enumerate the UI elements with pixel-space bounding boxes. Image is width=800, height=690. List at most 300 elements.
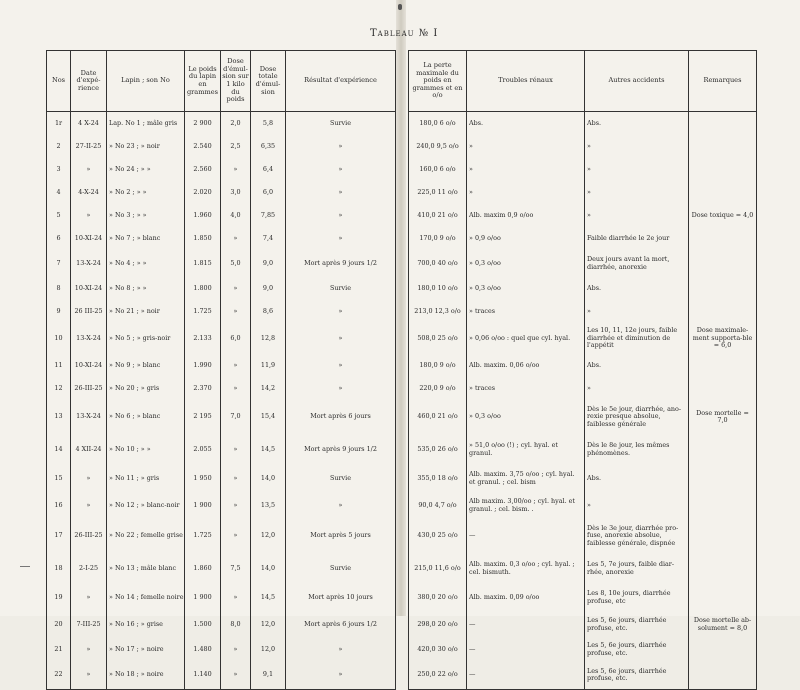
total-dose-cell: 11,9 (251, 354, 286, 377)
remarks-cell (689, 300, 757, 323)
row-number: 14 (47, 434, 71, 465)
margin-mark (20, 566, 30, 567)
dose-per-kilo-cell: » (221, 434, 251, 465)
row-number: 9 (47, 300, 71, 323)
result-cell: Mort après 9 jours 1/2 (286, 434, 396, 465)
weight-loss-cell: 213,0 12,3 o/o (409, 300, 467, 323)
remarks-cell (689, 181, 757, 204)
dose-per-kilo-cell: » (221, 377, 251, 400)
remarks-cell (689, 584, 757, 611)
renal-troubles-cell: Alb. maxim. 3,75 o/oo ; cyl. hyal. et granul. ; cel. bism (467, 465, 585, 492)
total-dose-cell: 12,0 (251, 611, 286, 638)
result-cell: » (286, 492, 396, 519)
row-number: 5 (47, 204, 71, 227)
remarks-cell (689, 434, 757, 465)
row-number: 20 (47, 611, 71, 638)
left-table (46, 50, 396, 690)
dose-per-kilo-cell: 2,5 (221, 135, 251, 158)
row-number: 21 (47, 638, 71, 661)
total-dose-cell: 15,4 (251, 400, 286, 434)
remarks-cell (689, 553, 757, 584)
remarks-cell: Dose toxique = 4,0 (689, 204, 757, 227)
column-header: Dose totale d'émul-sion (251, 51, 286, 112)
remarks-cell (689, 250, 757, 277)
rabbit-cell: » No 2 ; » » (107, 181, 185, 204)
rabbit-cell: » No 10 ; » » (107, 434, 185, 465)
result-cell: » (286, 323, 396, 354)
dose-per-kilo-cell: 8,0 (221, 611, 251, 638)
other-accidents-cell: Les 5, 6e jours, diarrhée profuse, etc. (585, 661, 689, 690)
weight-cell: 1 900 (185, 492, 221, 519)
table-row (47, 204, 396, 227)
remarks-cell (689, 377, 757, 400)
total-dose-cell: 14,5 (251, 434, 286, 465)
table-row (47, 611, 396, 638)
renal-troubles-cell: — (467, 638, 585, 661)
row-number: 4 (47, 181, 71, 204)
dose-per-kilo-cell: » (221, 584, 251, 611)
rabbit-cell: » No 16 ; » grise (107, 611, 185, 638)
other-accidents-cell: Les 5, 7e jours, faible diar-rhée, anorexie (585, 553, 689, 584)
renal-troubles-cell: » 0,3 o/oo (467, 277, 585, 300)
weight-loss-cell: 250,0 22 o/o (409, 661, 467, 690)
total-dose-cell: 6,4 (251, 158, 286, 181)
table-row (47, 300, 396, 323)
renal-troubles-cell: » 51,0 o/oo (!) ; cyl. hyal. et granul. (467, 434, 585, 465)
weight-loss-cell: 410,0 21 o/o (409, 204, 467, 227)
remarks-cell (689, 227, 757, 250)
table-row (47, 354, 396, 377)
experiment-date: » (71, 638, 107, 661)
total-dose-cell: 6,0 (251, 181, 286, 204)
weight-loss-cell: 180,0 9 o/o (409, 354, 467, 377)
row-number: 19 (47, 584, 71, 611)
result-cell: Survie (286, 465, 396, 492)
table-row (47, 519, 396, 553)
weight-loss-cell: 420,0 30 o/o (409, 638, 467, 661)
other-accidents-cell: Dès le 5e jour, diarrhée, ano-rexie presque absolue, faiblesse générale (585, 400, 689, 434)
column-header: Lapin ; son No (107, 51, 185, 112)
renal-troubles-cell: Abs. (467, 112, 585, 136)
result-cell: » (286, 181, 396, 204)
total-dose-cell: 14,0 (251, 465, 286, 492)
weight-cell: 1.140 (185, 661, 221, 690)
table-row (409, 434, 757, 465)
renal-troubles-cell: — (467, 661, 585, 690)
row-number: 3 (47, 158, 71, 181)
row-number: 2 (47, 135, 71, 158)
weight-cell: 2.540 (185, 135, 221, 158)
result-cell: Mort après 9 jours 1/2 (286, 250, 396, 277)
table-row (409, 661, 757, 690)
book-gutter (396, 0, 406, 616)
table-row (47, 112, 396, 136)
result-cell: » (286, 661, 396, 690)
column-header: Autres accidents (585, 51, 689, 112)
weight-cell: 1.800 (185, 277, 221, 300)
remarks-cell (689, 661, 757, 690)
other-accidents-cell: » (585, 300, 689, 323)
rabbit-cell: » No 12 ; » blanc-noir (107, 492, 185, 519)
result-cell: » (286, 227, 396, 250)
table-row (409, 112, 757, 136)
weight-cell: 1.990 (185, 354, 221, 377)
total-dose-cell: 12,0 (251, 519, 286, 553)
weight-loss-cell: 700,0 40 o/o (409, 250, 467, 277)
weight-loss-cell: 298,0 20 o/o (409, 611, 467, 638)
row-number: 12 (47, 377, 71, 400)
weight-cell: 2.133 (185, 323, 221, 354)
weight-cell: 1.500 (185, 611, 221, 638)
rabbit-cell: » No 5 ; » gris-noir (107, 323, 185, 354)
rabbit-cell: » No 7 ; » blanc (107, 227, 185, 250)
table-row (47, 323, 396, 354)
renal-troubles-cell: » traces (467, 377, 585, 400)
total-dose-cell: 14,2 (251, 377, 286, 400)
weight-loss-cell: 180,0 6 o/o (409, 112, 467, 136)
rabbit-cell: » No 9 ; » blanc (107, 354, 185, 377)
column-header: Dose d'émul-sion sur 1 kilo du poids (221, 51, 251, 112)
renal-troubles-cell: » 0,3 o/oo (467, 250, 585, 277)
other-accidents-cell: Abs. (585, 277, 689, 300)
dose-per-kilo-cell: 4,0 (221, 204, 251, 227)
row-number: 17 (47, 519, 71, 553)
table-row (409, 492, 757, 519)
table-row (409, 377, 757, 400)
row-number: 18 (47, 553, 71, 584)
result-cell: Survie (286, 553, 396, 584)
weight-cell: 1.480 (185, 638, 221, 661)
remarks-cell (689, 354, 757, 377)
row-number: 7 (47, 250, 71, 277)
renal-troubles-cell: » traces (467, 300, 585, 323)
renal-troubles-cell: — (467, 519, 585, 553)
result-cell: » (286, 638, 396, 661)
experiment-date: 26 III-25 (71, 300, 107, 323)
table-row (47, 661, 396, 690)
renal-troubles-cell: Alb. maxim. 0,3 o/oo ; cyl. hyal. ; cel. bismuth. (467, 553, 585, 584)
renal-troubles-cell: » 0,9 o/oo (467, 227, 585, 250)
renal-troubles-cell: » 0,3 o/oo (467, 400, 585, 434)
result-cell: Mort après 6 jours (286, 400, 396, 434)
total-dose-cell: 9,0 (251, 250, 286, 277)
result-cell: » (286, 158, 396, 181)
other-accidents-cell: » (585, 158, 689, 181)
row-number: 15 (47, 465, 71, 492)
total-dose-cell: 14,0 (251, 553, 286, 584)
table-row (409, 277, 757, 300)
dose-per-kilo-cell: » (221, 300, 251, 323)
result-cell: » (286, 354, 396, 377)
dose-per-kilo-cell: 5,0 (221, 250, 251, 277)
rabbit-cell: Lap. No 1 ; mâle gris (107, 112, 185, 136)
column-header: La perte maximale du poids en grammes et en o/o (409, 51, 467, 112)
result-cell: Survie (286, 112, 396, 136)
other-accidents-cell: » (585, 492, 689, 519)
total-dose-cell: 9,0 (251, 277, 286, 300)
dose-per-kilo-cell: » (221, 158, 251, 181)
weight-loss-cell: 380,0 20 o/o (409, 584, 467, 611)
table-title: Tableau № I (370, 28, 439, 39)
experiment-date: » (71, 584, 107, 611)
dose-per-kilo-cell: 6,0 (221, 323, 251, 354)
table-row (409, 181, 757, 204)
remarks-cell (689, 519, 757, 553)
experiment-date: 4-X-24 (71, 181, 107, 204)
weight-cell: 1 950 (185, 465, 221, 492)
weight-cell: 1.860 (185, 553, 221, 584)
experiment-date: 13-X-24 (71, 400, 107, 434)
weight-loss-cell: 240,0 9,5 o/o (409, 135, 467, 158)
row-number: 8 (47, 277, 71, 300)
remarks-cell (689, 277, 757, 300)
experiment-date: 10-XI-24 (71, 227, 107, 250)
binding-mark (398, 4, 402, 10)
experiment-date: » (71, 465, 107, 492)
rabbit-cell: » No 18 ; » noire (107, 661, 185, 690)
renal-troubles-cell: » 0,06 o/oo : quel que cyl. hyal. (467, 323, 585, 354)
table-row (47, 377, 396, 400)
renal-troubles-cell: Alb. maxim. 0,09 o/oo (467, 584, 585, 611)
remarks-cell (689, 465, 757, 492)
rabbit-cell: » No 22 ; femelle grise (107, 519, 185, 553)
table-row (47, 465, 396, 492)
result-cell: » (286, 135, 396, 158)
result-cell: Mort après 6 jours 1/2 (286, 611, 396, 638)
other-accidents-cell: Les 8, 10e jours, diarrhée profuse, etc (585, 584, 689, 611)
row-number: 1r (47, 112, 71, 136)
weight-loss-cell: 508,0 25 o/o (409, 323, 467, 354)
weight-loss-cell: 215,0 11,6 o/o (409, 553, 467, 584)
table-row (409, 323, 757, 354)
other-accidents-cell: » (585, 181, 689, 204)
dose-per-kilo-cell: » (221, 661, 251, 690)
total-dose-cell: 6,35 (251, 135, 286, 158)
dose-per-kilo-cell: » (221, 354, 251, 377)
dose-per-kilo-cell: » (221, 277, 251, 300)
table-row (409, 204, 757, 227)
weight-loss-cell: 460,0 21 o/o (409, 400, 467, 434)
table-row (47, 181, 396, 204)
weight-loss-cell: 355,0 18 o/o (409, 465, 467, 492)
experiment-date: 10-XI-24 (71, 277, 107, 300)
weight-loss-cell: 170,0 9 o/o (409, 227, 467, 250)
column-header: Troubles rénaux (467, 51, 585, 112)
rabbit-cell: » No 17 ; » noire (107, 638, 185, 661)
renal-troubles-cell: Alb maxim. 3,00/oo ; cyl. hyal. et granul. ; cel. bism. . (467, 492, 585, 519)
dose-per-kilo-cell: 3,0 (221, 181, 251, 204)
result-cell: Mort après 5 jours (286, 519, 396, 553)
table-row (409, 158, 757, 181)
weight-loss-cell: 225,0 11 o/o (409, 181, 467, 204)
weight-cell: 2 900 (185, 112, 221, 136)
other-accidents-cell: Les 5, 6e jours, diarrhée profuse, etc. (585, 638, 689, 661)
result-cell: » (286, 300, 396, 323)
rabbit-cell: » No 11 ; » gris (107, 465, 185, 492)
weight-loss-cell: 535,0 26 o/o (409, 434, 467, 465)
table-row (47, 434, 396, 465)
table-row (47, 584, 396, 611)
rabbit-cell: » No 23 ; » noir (107, 135, 185, 158)
result-cell: Mort après 10 jours (286, 584, 396, 611)
row-number: 22 (47, 661, 71, 690)
renal-troubles-cell: Alb. maxim 0,9 o/oo (467, 204, 585, 227)
weight-cell: 1.725 (185, 519, 221, 553)
experiment-date: 7-III-25 (71, 611, 107, 638)
rabbit-cell: » No 8 ; » » (107, 277, 185, 300)
dose-per-kilo-cell: » (221, 227, 251, 250)
experiment-date: » (71, 158, 107, 181)
weight-cell: 2.370 (185, 377, 221, 400)
experiment-date: 13-X-24 (71, 323, 107, 354)
other-accidents-cell: » (585, 377, 689, 400)
table-row (47, 227, 396, 250)
weight-cell: 1.960 (185, 204, 221, 227)
weight-loss-cell: 90,0 4,7 o/o (409, 492, 467, 519)
dose-per-kilo-cell: » (221, 638, 251, 661)
table-row (47, 553, 396, 584)
weight-cell: 2.055 (185, 434, 221, 465)
remarks-cell (689, 135, 757, 158)
rabbit-cell: » No 6 ; » blanc (107, 400, 185, 434)
table-row (409, 354, 757, 377)
experiment-date: » (71, 204, 107, 227)
remarks-cell (689, 158, 757, 181)
rabbit-cell: » No 20 ; » gris (107, 377, 185, 400)
remarks-cell: Dose maximale-ment supporta-ble = 6,0 (689, 323, 757, 354)
other-accidents-cell: Abs. (585, 112, 689, 136)
rabbit-cell: » No 13 ; mâle blanc (107, 553, 185, 584)
weight-cell: 1.850 (185, 227, 221, 250)
renal-troubles-cell: » (467, 158, 585, 181)
weight-cell: 1 900 (185, 584, 221, 611)
table-row (47, 400, 396, 434)
column-header: Le poids du lapin en grammes (185, 51, 221, 112)
table-row (409, 465, 757, 492)
experiment-date: 26-III-25 (71, 377, 107, 400)
total-dose-cell: 12,8 (251, 323, 286, 354)
row-number: 16 (47, 492, 71, 519)
rabbit-cell: » No 4 ; » » (107, 250, 185, 277)
table-row (409, 300, 757, 323)
experiment-date: 13-X-24 (71, 250, 107, 277)
table-row (47, 277, 396, 300)
renal-troubles-cell: — (467, 611, 585, 638)
table-row (409, 135, 757, 158)
remarks-cell (689, 112, 757, 136)
table-row (47, 158, 396, 181)
experiment-date: » (71, 661, 107, 690)
experiment-date: 10-XI-24 (71, 354, 107, 377)
other-accidents-cell: Abs. (585, 465, 689, 492)
renal-troubles-cell: Alb. maxim. 0,06 o/oo (467, 354, 585, 377)
other-accidents-cell: Les 5, 6e jours, diarrhée profuse, etc. (585, 611, 689, 638)
table-row (409, 584, 757, 611)
result-cell: » (286, 377, 396, 400)
experiment-date: 2-I-25 (71, 553, 107, 584)
dose-per-kilo-cell: 7,5 (221, 553, 251, 584)
total-dose-cell: 7,85 (251, 204, 286, 227)
table-row (409, 553, 757, 584)
weight-loss-cell: 180,0 10 o/o (409, 277, 467, 300)
weight-loss-cell: 430,0 25 o/o (409, 519, 467, 553)
weight-loss-cell: 220,0 9 o/o (409, 377, 467, 400)
total-dose-cell: 8,6 (251, 300, 286, 323)
column-header: Résultat d'expérience (286, 51, 396, 112)
experiment-date: 27-II-25 (71, 135, 107, 158)
table-row (47, 135, 396, 158)
table-row (47, 492, 396, 519)
other-accidents-cell: Faible diarrhée le 2e jour (585, 227, 689, 250)
total-dose-cell: 12,0 (251, 638, 286, 661)
rabbit-cell: » No 21 ; » noir (107, 300, 185, 323)
right-table (408, 50, 757, 690)
other-accidents-cell: Dès le 3e jour, diarrhée pro-fuse, anorexie absolue, faiblesse générale, dispnée (585, 519, 689, 553)
column-header: Date d'expé-rience (71, 51, 107, 112)
renal-troubles-cell: » (467, 135, 585, 158)
total-dose-cell: 9,1 (251, 661, 286, 690)
weight-cell: 1.815 (185, 250, 221, 277)
column-header: Nos (47, 51, 71, 112)
table-row (409, 400, 757, 434)
row-number: 11 (47, 354, 71, 377)
remarks-cell (689, 492, 757, 519)
remarks-cell: Dose mortelle ab-solument = 8,0 (689, 611, 757, 638)
table-row (409, 227, 757, 250)
dose-per-kilo-cell: » (221, 465, 251, 492)
dose-per-kilo-cell: 7,0 (221, 400, 251, 434)
total-dose-cell: 7,4 (251, 227, 286, 250)
other-accidents-cell: Les 10, 11, 12e jours, faible diarrhée et diminution de l'appétit (585, 323, 689, 354)
table-row (409, 611, 757, 638)
table-row (409, 638, 757, 661)
row-number: 6 (47, 227, 71, 250)
table-row (409, 250, 757, 277)
other-accidents-cell: » (585, 204, 689, 227)
table-row (47, 638, 396, 661)
remarks-cell (689, 638, 757, 661)
experiment-date: 4 XII-24 (71, 434, 107, 465)
total-dose-cell: 13,5 (251, 492, 286, 519)
total-dose-cell: 5,8 (251, 112, 286, 136)
other-accidents-cell: Dès le 8e jour, les mêmes phénomènes. (585, 434, 689, 465)
weight-cell: 1.725 (185, 300, 221, 323)
table-row (47, 250, 396, 277)
rabbit-cell: » No 14 ; femelle noire (107, 584, 185, 611)
column-header: Remarques (689, 51, 757, 112)
rabbit-cell: » No 3 ; » » (107, 204, 185, 227)
dose-per-kilo-cell: » (221, 492, 251, 519)
weight-cell: 2.020 (185, 181, 221, 204)
renal-troubles-cell: » (467, 181, 585, 204)
experiment-date: » (71, 492, 107, 519)
result-cell: Survie (286, 277, 396, 300)
row-number: 13 (47, 400, 71, 434)
weight-cell: 2 195 (185, 400, 221, 434)
rabbit-cell: » No 24 ; » » (107, 158, 185, 181)
other-accidents-cell: » (585, 135, 689, 158)
remarks-cell: Dose mortelle = 7,0 (689, 400, 757, 434)
weight-loss-cell: 160,0 6 o/o (409, 158, 467, 181)
experiment-date: 4 X-24 (71, 112, 107, 136)
experiment-date: 26-III-25 (71, 519, 107, 553)
other-accidents-cell: Deux jours avant la mort, diarrhée, anorexie (585, 250, 689, 277)
weight-cell: 2.560 (185, 158, 221, 181)
other-accidents-cell: Abs. (585, 354, 689, 377)
total-dose-cell: 14,5 (251, 584, 286, 611)
row-number: 10 (47, 323, 71, 354)
dose-per-kilo-cell: » (221, 519, 251, 553)
